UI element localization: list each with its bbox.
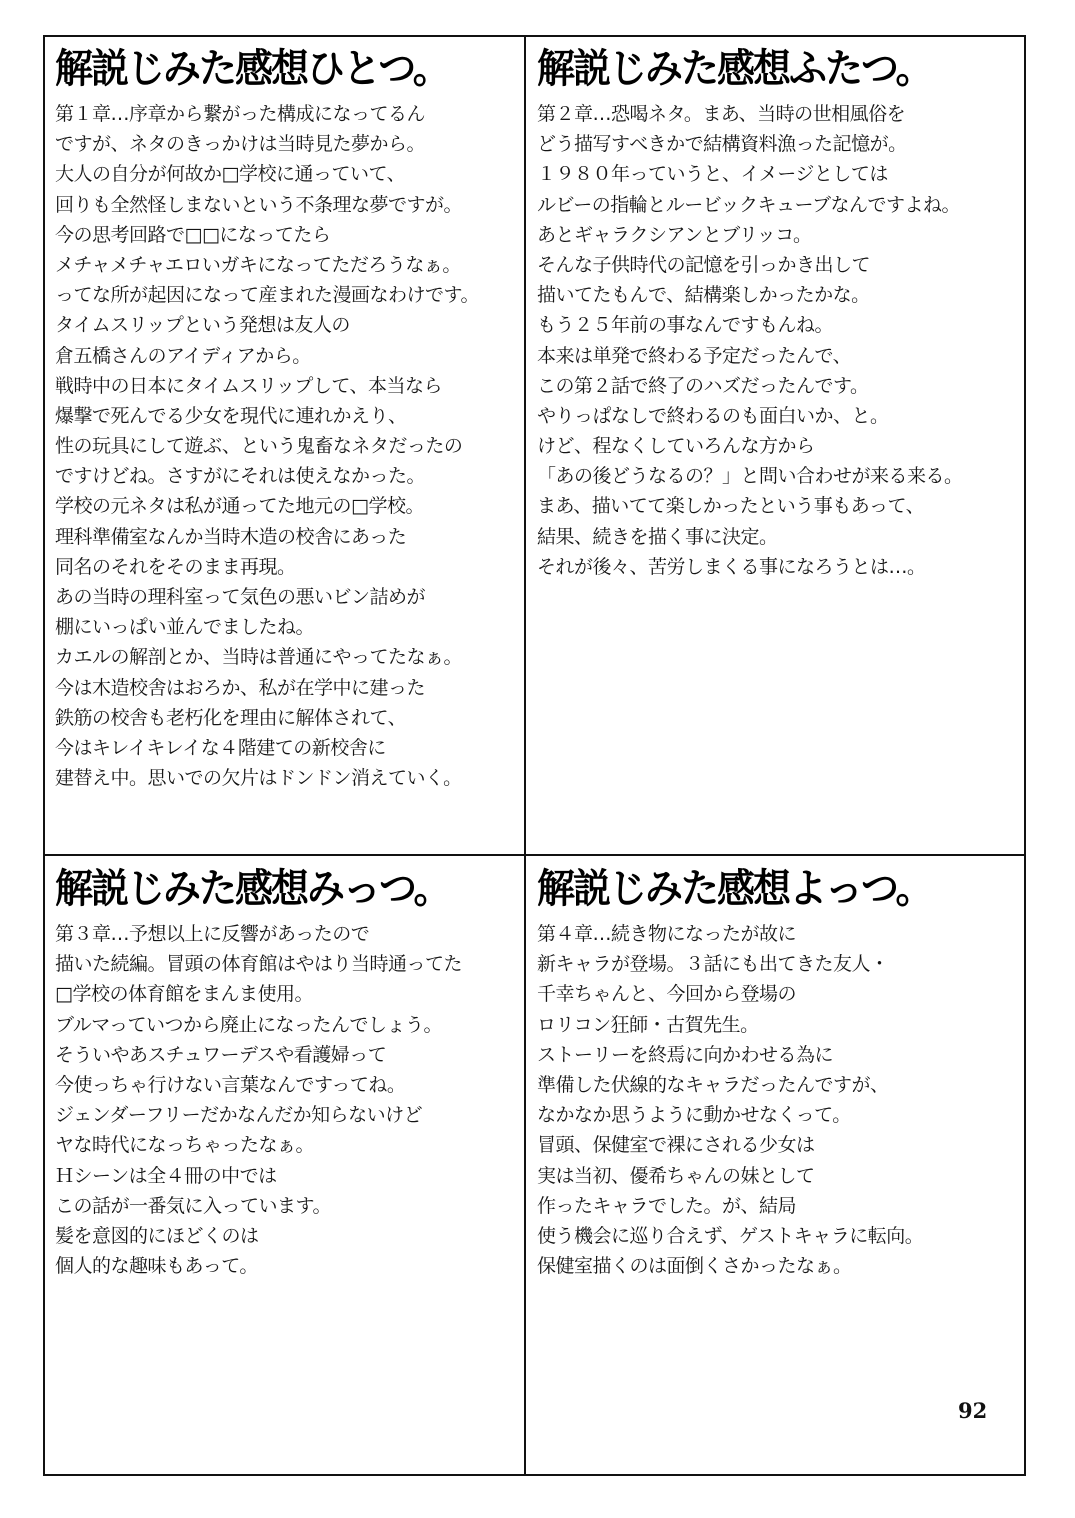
text-line: タイムスリップという発想は友人の xyxy=(55,314,350,337)
text-line: 戦時中の日本にタイムスリップして、本当なら xyxy=(55,374,442,397)
panel-three-body xyxy=(55,919,521,1281)
text-line: 使う機会に巡り合えず、ゲストキャラに転向。 xyxy=(537,1224,924,1247)
text-line: 同名のそれをそのまま再現。 xyxy=(55,555,296,578)
text-line: けど、程なくしていろんな方から xyxy=(537,435,815,458)
text-line: 学校の元ネタは私が通ってた地元の□学校。 xyxy=(55,495,424,518)
text-line: 保健室描くのは面倒くさかったなぁ。 xyxy=(537,1255,852,1278)
text-line: この話が一番気に入っています。 xyxy=(55,1194,331,1217)
text-line: ジェンダーフリーだかなんだか知らないけど xyxy=(55,1104,423,1127)
text-line: あの当時の理科室って気色の悪いビン詰めが xyxy=(55,586,426,608)
panel-three xyxy=(55,865,521,1281)
text-line: ってな所が起因になって産まれた漫画なわけです。 xyxy=(55,284,479,307)
text-line: 今の思考回路で□□になってたら xyxy=(55,223,331,246)
text-line: やりっぱなしで終わるのも面白いか、と。 xyxy=(537,404,889,427)
text-line: ですけどね。さすがにそれは使えなかった。 xyxy=(55,465,426,488)
text-line: Ｈシーンは全４冊の中では xyxy=(55,1164,277,1187)
text-line: ですが、ネタのきっかけは当時見た夢から。 xyxy=(55,133,426,156)
panel-four-title: 解説じみた感想よっつ。 xyxy=(537,865,932,912)
text-line: 今使っちゃ行けない言葉なんですってね。 xyxy=(55,1073,406,1096)
text-line: 冒頭、保健室で裸にされる少女は xyxy=(537,1134,815,1157)
text-line: 建替え中。思いでの欠片はドンドン消えていく。 xyxy=(55,767,462,790)
text-line: １９８０年っていうと、イメージとしては xyxy=(537,163,888,186)
text-line: そういやあスチュワーデスや看護婦って xyxy=(55,1043,387,1066)
text-line: 第３章…予想以上に反響があったので xyxy=(55,923,370,945)
panel-three-title: 解説じみた感想みっつ。 xyxy=(55,865,450,912)
text-line: 実は当初、優希ちゃんの妹として xyxy=(537,1164,815,1187)
panel-two-title: 解説じみた感想ふたつ。 xyxy=(537,45,932,92)
horizontal-divider xyxy=(43,854,1026,856)
panel-four xyxy=(537,865,1022,1281)
text-line: 今は木造校舎はおろか、私が在学中に建った xyxy=(55,676,426,699)
text-line: 大人の自分が何故か□学校に通っていて、 xyxy=(55,163,406,186)
text-line: 倉五橋さんのアイディアから。 xyxy=(55,344,311,367)
text-line: 描いてたもんで、結構楽しかったかな。 xyxy=(537,284,870,307)
text-line: ヤな時代になっちゃったなぁ。 xyxy=(55,1134,315,1157)
text-line: なかなか思うように動かせなくって。 xyxy=(537,1104,851,1127)
text-line: 今はキレイキレイな４階建ての新校舎に xyxy=(55,736,386,759)
text-line: ブルマっていつから廃止になったんでしょう。 xyxy=(55,1013,442,1036)
text-line: 理科準備室なんか当時木造の校舎にあった xyxy=(55,525,407,548)
text-line: ロリコン狂師・古賀先生。 xyxy=(537,1013,759,1036)
text-line: 本来は単発で終わる予定だったんで、 xyxy=(537,344,852,367)
text-line: もう２５年前の事なんですもんね。 xyxy=(537,314,834,337)
panel-two xyxy=(537,45,1022,582)
text-line: 回りも全然怪しまないという不条理な夢ですが。 xyxy=(55,193,463,216)
text-line: 作ったキャラでした。が、結局 xyxy=(537,1194,797,1217)
text-line: 第２章…恐喝ネタ。まあ、当時の世相風俗を xyxy=(537,103,906,125)
text-line: あとギャラクシアンとブリッコ。 xyxy=(537,223,812,246)
text-line: 準備した伏線的なキャラだったんですが、 xyxy=(537,1073,889,1096)
panel-one-body xyxy=(55,99,521,793)
text-line: 第１章…序章から繋がった構成になってるん xyxy=(55,103,426,125)
text-line: 棚にいっぱい並んでましたね。 xyxy=(55,616,315,639)
text-line: 千幸ちゃんと、今回から登場の xyxy=(537,983,797,1006)
text-line: ストーリーを終焉に向かわせる為に xyxy=(537,1043,834,1066)
text-line: まあ、描いてて楽しかったという事もあって、 xyxy=(537,495,925,518)
text-line: メチャメチャエロいガキになってただろうなぁ。 xyxy=(55,253,461,276)
text-line: どう描写すべきかで結構資料漁った記憶が。 xyxy=(537,133,907,156)
text-line: 「あの後どうなるの？」と問い合わせが来る来る。 xyxy=(537,465,963,488)
page-number: 92 xyxy=(958,1398,988,1423)
text-line: この第２話で終了のハズだったんです。 xyxy=(537,374,869,397)
text-line: 性の玩具にして遊ぶ、という鬼畜なネタだったの xyxy=(55,435,463,458)
panel-one xyxy=(55,45,521,793)
text-line: 髪を意図的にほどくのは xyxy=(55,1224,259,1247)
panel-one-title: 解説じみた感想ひとつ。 xyxy=(55,45,449,92)
text-line: それが後々、苦労しまくる事になろうとは…。 xyxy=(537,555,926,578)
text-line: 第４章…続き物になったが故に xyxy=(537,923,797,945)
text-line: そんな子供時代の記憶を引っかき出して xyxy=(537,253,871,276)
text-line: カエルの解剖とか、当時は普通にやってたなぁ。 xyxy=(55,646,463,669)
text-line: 個人的な趣味もあって。 xyxy=(55,1255,258,1278)
text-line: 新キャラが登場。３話にも出てきた友人・ xyxy=(537,953,889,976)
text-line: ルビーの指輪とルービックキューブなんですよね。 xyxy=(537,193,961,216)
text-line: 爆撃で死んでる少女を現代に連れかえり、 xyxy=(55,404,407,427)
text-line: 描いた続編。冒頭の体育館はやはり当時通ってた xyxy=(55,953,463,976)
text-line: 結果、続きを描く事に決定。 xyxy=(537,525,778,548)
panel-two-body xyxy=(537,99,1022,582)
vertical-divider xyxy=(524,35,526,1476)
panel-four-body xyxy=(537,919,1022,1281)
text-line: 鉄筋の校舎も老朽化を理由に解体されて、 xyxy=(55,706,407,729)
text-line: □学校の体育館をまんま使用。 xyxy=(55,983,313,1006)
